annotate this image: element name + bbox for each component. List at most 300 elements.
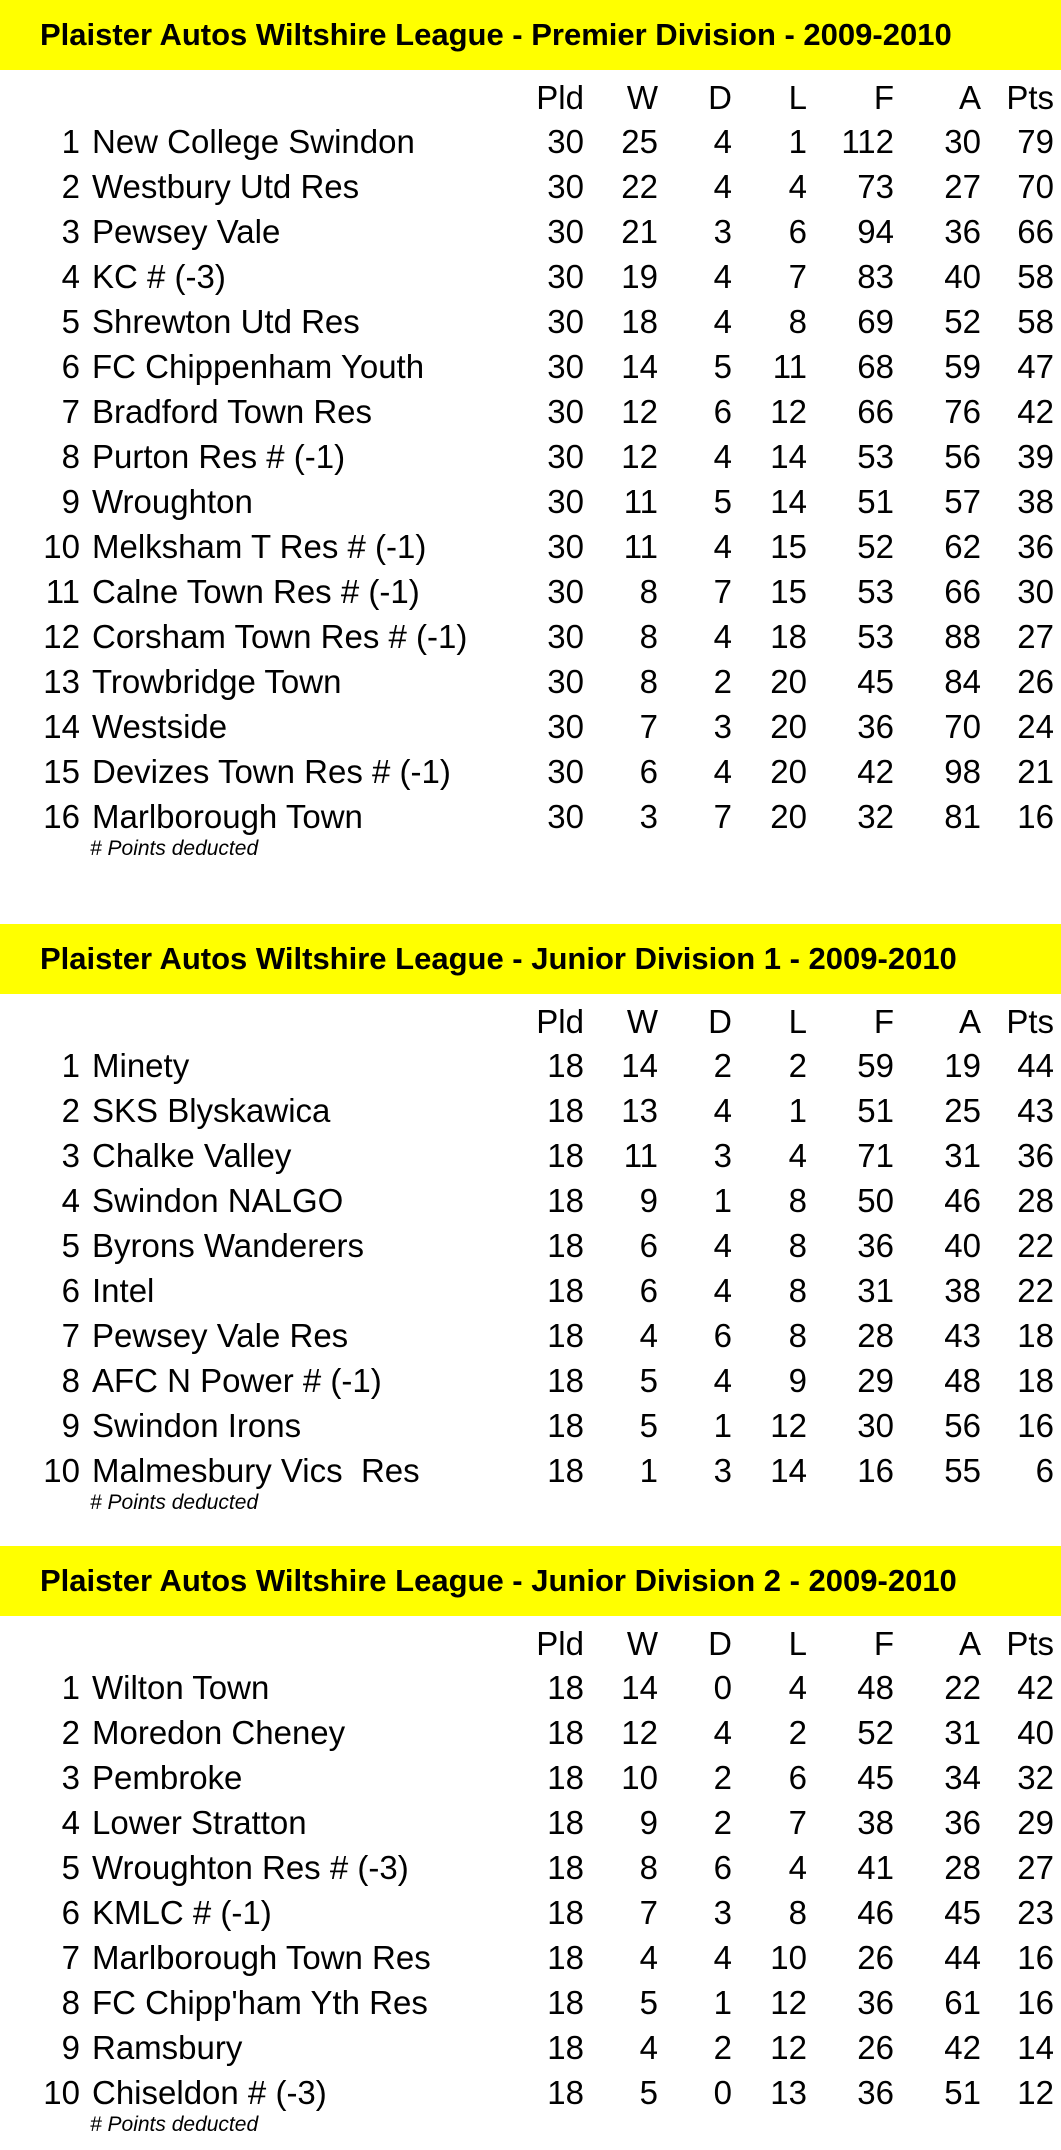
- drawn-cell: 1: [713, 1182, 732, 1219]
- played-cell: 18: [547, 1849, 584, 1886]
- lost-cell: 1: [788, 1092, 807, 1129]
- goals-against-cell: 27: [944, 168, 981, 205]
- lost-cell: 4: [788, 1849, 807, 1886]
- lost-cell: 6: [788, 213, 807, 250]
- drawn-cell: 3: [713, 1894, 732, 1931]
- column-header-lost: L: [788, 79, 807, 116]
- goals-against-cell: 19: [944, 1047, 981, 1084]
- column-header-played: Pld: [536, 1625, 584, 1662]
- team-name-cell: Shrewton Utd Res: [92, 303, 360, 340]
- drawn-cell: 4: [713, 438, 732, 475]
- goals-against-cell: 44: [944, 1939, 981, 1976]
- played-cell: 18: [547, 1137, 584, 1174]
- position-cell: 7: [61, 1939, 80, 1976]
- points-cell: 58: [1017, 258, 1054, 295]
- position-cell: 12: [43, 618, 80, 655]
- drawn-cell: 3: [713, 213, 732, 250]
- position-cell: 8: [61, 1362, 80, 1399]
- lost-cell: 4: [788, 1669, 807, 1706]
- played-cell: 18: [547, 1362, 584, 1399]
- team-name-cell: Malmesbury Vics Res: [92, 1452, 420, 1489]
- lost-cell: 8: [788, 303, 807, 340]
- team-name-cell: Wroughton: [92, 483, 253, 520]
- team-name-cell: Marlborough Town: [92, 798, 363, 835]
- points-cell: 22: [1017, 1272, 1054, 1309]
- column-header-points: Pts: [1006, 1003, 1054, 1040]
- goals-for-cell: 52: [857, 528, 894, 565]
- team-name-cell: SKS Blyskawica: [92, 1092, 331, 1129]
- goals-for-cell: 26: [857, 1939, 894, 1976]
- drawn-cell: 4: [713, 168, 732, 205]
- position-cell: 10: [43, 528, 80, 565]
- won-cell: 21: [621, 213, 658, 250]
- played-cell: 18: [547, 2074, 584, 2111]
- points-cell: 28: [1017, 1182, 1054, 1219]
- table-row: [0, 210, 1061, 254]
- lost-cell: 12: [770, 1407, 807, 1444]
- played-cell: 30: [547, 168, 584, 205]
- position-cell: 3: [61, 213, 80, 250]
- division-banner: [0, 924, 1061, 994]
- goals-for-cell: 51: [857, 483, 894, 520]
- drawn-cell: 1: [713, 1407, 732, 1444]
- goals-for-cell: 59: [857, 1047, 894, 1084]
- position-cell: 15: [43, 753, 80, 790]
- lost-cell: 20: [770, 798, 807, 835]
- played-cell: 30: [547, 483, 584, 520]
- played-cell: 30: [547, 753, 584, 790]
- drawn-cell: 6: [713, 393, 732, 430]
- team-name-cell: Swindon Irons: [92, 1407, 302, 1444]
- goals-for-cell: 36: [857, 1984, 894, 2021]
- goals-against-cell: 62: [944, 528, 981, 565]
- team-name-cell: Corsham Town Res # (-1): [92, 618, 468, 655]
- team-name-cell: KC # (-3): [92, 258, 226, 295]
- position-cell: 4: [61, 1804, 80, 1841]
- goals-for-cell: 46: [857, 1894, 894, 1931]
- lost-cell: 20: [770, 663, 807, 700]
- won-cell: 4: [639, 2029, 658, 2066]
- goals-for-cell: 16: [857, 1452, 894, 1489]
- won-cell: 25: [621, 123, 658, 160]
- position-cell: 7: [61, 1317, 80, 1354]
- points-cell: 22: [1017, 1227, 1054, 1264]
- division-table: [0, 0, 1061, 874]
- division-table: [0, 1546, 1061, 2150]
- column-header-points: Pts: [1006, 1625, 1054, 1662]
- table-row: [0, 750, 1061, 794]
- goals-against-cell: 38: [944, 1272, 981, 1309]
- points-cell: 42: [1017, 393, 1054, 430]
- table-row: [0, 1449, 1061, 1493]
- played-cell: 30: [547, 618, 584, 655]
- table-row: [0, 435, 1061, 479]
- drawn-cell: 4: [713, 1714, 732, 1751]
- team-name-cell: FC Chippenham Youth: [92, 348, 425, 385]
- goals-for-cell: 94: [857, 213, 894, 250]
- goals-for-cell: 66: [857, 393, 894, 430]
- goals-against-cell: 46: [944, 1182, 981, 1219]
- drawn-cell: 4: [713, 753, 732, 790]
- drawn-cell: 0: [713, 2074, 732, 2111]
- won-cell: 14: [621, 1047, 658, 1084]
- division-banner: [0, 0, 1061, 70]
- column-header-goals-against: A: [958, 79, 981, 116]
- table-row: [0, 1756, 1061, 1800]
- column-header-points: Pts: [1006, 79, 1054, 116]
- points-cell: 32: [1017, 1759, 1054, 1796]
- goals-against-cell: 52: [944, 303, 981, 340]
- points-cell: 27: [1017, 618, 1054, 655]
- played-cell: 18: [547, 1182, 584, 1219]
- column-header-won: W: [626, 79, 658, 116]
- team-name-cell: Trowbridge Town: [92, 663, 342, 700]
- team-name-cell: Wroughton Res # (-3): [92, 1849, 409, 1886]
- played-cell: 18: [547, 1894, 584, 1931]
- points-cell: 16: [1017, 1939, 1054, 1976]
- column-header-played: Pld: [536, 1003, 584, 1040]
- points-cell: 40: [1017, 1714, 1054, 1751]
- drawn-cell: 1: [713, 1984, 732, 2021]
- position-cell: 2: [61, 1092, 80, 1129]
- played-cell: 18: [547, 1984, 584, 2021]
- lost-cell: 8: [788, 1894, 807, 1931]
- points-cell: 38: [1017, 483, 1054, 520]
- goals-for-cell: 51: [857, 1092, 894, 1129]
- goals-against-cell: 76: [944, 393, 981, 430]
- table-row: [0, 1269, 1061, 1313]
- table-row: [0, 1846, 1061, 1890]
- position-cell: 9: [61, 1407, 80, 1444]
- drawn-cell: 4: [713, 1092, 732, 1129]
- table-row: [0, 1044, 1061, 1088]
- played-cell: 30: [547, 798, 584, 835]
- column-header-won: W: [626, 1625, 658, 1662]
- division-table: [0, 924, 1061, 1528]
- goals-for-cell: 36: [857, 1227, 894, 1264]
- lost-cell: 6: [788, 1759, 807, 1796]
- table-row: [0, 480, 1061, 524]
- division-title: Plaister Autos Wiltshire League - Junior Division 2 - 2009-2010: [40, 1563, 957, 1598]
- points-cell: 39: [1017, 438, 1054, 475]
- table-row: [0, 2026, 1061, 2070]
- table-row: [0, 1981, 1061, 2025]
- points-cell: 16: [1017, 1984, 1054, 2021]
- drawn-cell: 3: [713, 1137, 732, 1174]
- column-header-lost: L: [788, 1003, 807, 1040]
- drawn-cell: 2: [713, 663, 732, 700]
- team-name-cell: Devizes Town Res # (-1): [92, 753, 451, 790]
- lost-cell: 8: [788, 1272, 807, 1309]
- table-row: [0, 1666, 1061, 1710]
- won-cell: 4: [639, 1939, 658, 1976]
- lost-cell: 10: [770, 1939, 807, 1976]
- drawn-cell: 2: [713, 1804, 732, 1841]
- won-cell: 8: [639, 1849, 658, 1886]
- drawn-cell: 4: [713, 1272, 732, 1309]
- drawn-cell: 4: [713, 1227, 732, 1264]
- played-cell: 30: [547, 573, 584, 610]
- position-cell: 6: [61, 1272, 80, 1309]
- table-row: [0, 300, 1061, 344]
- won-cell: 14: [621, 348, 658, 385]
- goals-against-cell: 84: [944, 663, 981, 700]
- drawn-cell: 4: [713, 123, 732, 160]
- position-cell: 1: [61, 123, 80, 160]
- points-cell: 66: [1017, 213, 1054, 250]
- team-name-cell: Westbury Utd Res: [92, 168, 360, 205]
- drawn-cell: 3: [713, 1452, 732, 1489]
- position-cell: 2: [61, 168, 80, 205]
- table-row: [0, 1089, 1061, 1133]
- won-cell: 12: [621, 393, 658, 430]
- drawn-cell: 7: [713, 798, 732, 835]
- column-header-drawn: D: [708, 79, 732, 116]
- position-cell: 4: [61, 258, 80, 295]
- column-header-goals-for: F: [873, 1625, 894, 1662]
- goals-for-cell: 38: [857, 1804, 894, 1841]
- column-header-drawn: D: [708, 1003, 732, 1040]
- position-cell: 3: [61, 1759, 80, 1796]
- column-header-goals-against: A: [958, 1625, 981, 1662]
- goals-for-cell: 26: [857, 2029, 894, 2066]
- goals-against-cell: 40: [944, 258, 981, 295]
- won-cell: 14: [621, 1669, 658, 1706]
- table-row: [0, 2071, 1061, 2115]
- played-cell: 30: [547, 348, 584, 385]
- points-deducted-note: # Points deducted: [90, 2113, 259, 2136]
- column-header-row: [0, 76, 1061, 120]
- played-cell: 30: [547, 528, 584, 565]
- goals-against-cell: 56: [944, 1407, 981, 1444]
- points-cell: 18: [1017, 1317, 1054, 1354]
- goals-for-cell: 68: [857, 348, 894, 385]
- won-cell: 7: [639, 708, 658, 745]
- points-cell: 47: [1017, 348, 1054, 385]
- goals-against-cell: 51: [944, 2074, 981, 2111]
- goals-against-cell: 36: [944, 213, 981, 250]
- lost-cell: 12: [770, 393, 807, 430]
- team-name-cell: FC Chipp'ham Yth Res: [92, 1984, 428, 2021]
- position-cell: 8: [61, 1984, 80, 2021]
- goals-against-cell: 61: [944, 1984, 981, 2021]
- played-cell: 18: [547, 1714, 584, 1751]
- team-name-cell: Byrons Wanderers: [92, 1227, 365, 1264]
- drawn-cell: 5: [713, 348, 732, 385]
- team-name-cell: AFC N Power # (-1): [92, 1362, 382, 1399]
- drawn-cell: 6: [713, 1849, 732, 1886]
- goals-for-cell: 50: [857, 1182, 894, 1219]
- team-name-cell: Wilton Town: [92, 1669, 270, 1706]
- goals-for-cell: 28: [857, 1317, 894, 1354]
- won-cell: 9: [639, 1182, 658, 1219]
- position-cell: 10: [43, 1452, 80, 1489]
- team-name-cell: Swindon NALGO: [92, 1182, 344, 1219]
- points-cell: 14: [1017, 2029, 1054, 2066]
- table-row: [0, 615, 1061, 659]
- goals-for-cell: 53: [857, 438, 894, 475]
- position-cell: 7: [61, 393, 80, 430]
- goals-for-cell: 42: [857, 753, 894, 790]
- played-cell: 18: [547, 1227, 584, 1264]
- team-name-cell: Purton Res # (-1): [92, 438, 346, 475]
- goals-against-cell: 30: [944, 123, 981, 160]
- goals-for-cell: 36: [857, 708, 894, 745]
- goals-for-cell: 71: [857, 1137, 894, 1174]
- table-row: [0, 255, 1061, 299]
- lost-cell: 9: [788, 1362, 807, 1399]
- lost-cell: 15: [770, 573, 807, 610]
- played-cell: 30: [547, 438, 584, 475]
- table-row: [0, 1314, 1061, 1358]
- lost-cell: 12: [770, 1984, 807, 2021]
- played-cell: 18: [547, 1092, 584, 1129]
- drawn-cell: 4: [713, 303, 732, 340]
- goals-against-cell: 70: [944, 708, 981, 745]
- lost-cell: 8: [788, 1182, 807, 1219]
- won-cell: 12: [621, 438, 658, 475]
- goals-against-cell: 48: [944, 1362, 981, 1399]
- position-cell: 10: [43, 2074, 80, 2111]
- goals-against-cell: 36: [944, 1804, 981, 1841]
- column-header-drawn: D: [708, 1625, 732, 1662]
- lost-cell: 12: [770, 2029, 807, 2066]
- points-cell: 29: [1017, 1804, 1054, 1841]
- won-cell: 8: [639, 618, 658, 655]
- goals-for-cell: 48: [857, 1669, 894, 1706]
- column-header-goals-for: F: [873, 79, 894, 116]
- played-cell: 18: [547, 1272, 584, 1309]
- played-cell: 18: [547, 1317, 584, 1354]
- table-row: [0, 795, 1061, 839]
- points-cell: 30: [1017, 573, 1054, 610]
- goals-for-cell: 45: [857, 1759, 894, 1796]
- goals-for-cell: 45: [857, 663, 894, 700]
- goals-against-cell: 57: [944, 483, 981, 520]
- table-row: [0, 1359, 1061, 1403]
- position-cell: 9: [61, 483, 80, 520]
- points-cell: 58: [1017, 303, 1054, 340]
- goals-against-cell: 42: [944, 2029, 981, 2066]
- points-cell: 26: [1017, 663, 1054, 700]
- points-cell: 23: [1017, 1894, 1054, 1931]
- position-cell: 5: [61, 303, 80, 340]
- position-cell: 2: [61, 1714, 80, 1751]
- position-cell: 4: [61, 1182, 80, 1219]
- table-row: [0, 660, 1061, 704]
- points-cell: 70: [1017, 168, 1054, 205]
- won-cell: 6: [639, 1227, 658, 1264]
- goals-against-cell: 81: [944, 798, 981, 835]
- drawn-cell: 4: [713, 1362, 732, 1399]
- table-row: [0, 1224, 1061, 1268]
- won-cell: 5: [639, 2074, 658, 2111]
- column-header-won: W: [626, 1003, 658, 1040]
- position-cell: 16: [43, 798, 80, 835]
- won-cell: 11: [623, 1137, 658, 1174]
- goals-against-cell: 66: [944, 573, 981, 610]
- played-cell: 18: [547, 1407, 584, 1444]
- lost-cell: 11: [772, 348, 807, 385]
- team-name-cell: Pembroke: [92, 1759, 243, 1796]
- played-cell: 18: [547, 1939, 584, 1976]
- team-name-cell: Lower Stratton: [92, 1804, 307, 1841]
- goals-against-cell: 45: [944, 1894, 981, 1931]
- won-cell: 6: [639, 1272, 658, 1309]
- table-row: [0, 1711, 1061, 1755]
- column-header-row: [0, 1622, 1061, 1666]
- table-row: [0, 705, 1061, 749]
- division-title: Plaister Autos Wiltshire League - Junior Division 1 - 2009-2010: [40, 941, 957, 976]
- won-cell: 9: [639, 1804, 658, 1841]
- table-row: [0, 165, 1061, 209]
- table-row: [0, 1404, 1061, 1448]
- table-row: [0, 120, 1061, 164]
- points-cell: 44: [1017, 1047, 1054, 1084]
- goals-for-cell: 29: [857, 1362, 894, 1399]
- drawn-cell: 4: [713, 528, 732, 565]
- goals-against-cell: 98: [944, 753, 981, 790]
- team-name-cell: KMLC # (-1): [92, 1894, 272, 1931]
- goals-against-cell: 28: [944, 1849, 981, 1886]
- drawn-cell: 7: [713, 573, 732, 610]
- goals-for-cell: 53: [857, 573, 894, 610]
- table-row: [0, 1891, 1061, 1935]
- lost-cell: 8: [788, 1227, 807, 1264]
- points-cell: 12: [1017, 2074, 1054, 2111]
- drawn-cell: 6: [713, 1317, 732, 1354]
- column-header-row: [0, 1000, 1061, 1044]
- won-cell: 11: [623, 483, 658, 520]
- drawn-cell: 4: [713, 1939, 732, 1976]
- drawn-cell: 2: [713, 1047, 732, 1084]
- goals-for-cell: 52: [857, 1714, 894, 1751]
- played-cell: 18: [547, 1759, 584, 1796]
- won-cell: 18: [621, 303, 658, 340]
- played-cell: 18: [547, 1047, 584, 1084]
- goals-for-cell: 30: [857, 1407, 894, 1444]
- lost-cell: 2: [788, 1714, 807, 1751]
- position-cell: 1: [61, 1047, 80, 1084]
- goals-for-cell: 32: [857, 798, 894, 835]
- goals-against-cell: 22: [944, 1669, 981, 1706]
- lost-cell: 7: [788, 258, 807, 295]
- goals-for-cell: 31: [857, 1272, 894, 1309]
- lost-cell: 14: [770, 1452, 807, 1489]
- goals-against-cell: 31: [944, 1714, 981, 1751]
- lost-cell: 1: [788, 123, 807, 160]
- goals-against-cell: 25: [944, 1092, 981, 1129]
- points-cell: 6: [1035, 1452, 1054, 1489]
- lost-cell: 18: [770, 618, 807, 655]
- goals-for-cell: 73: [857, 168, 894, 205]
- goals-against-cell: 31: [944, 1137, 981, 1174]
- goals-against-cell: 59: [944, 348, 981, 385]
- team-name-cell: Chiseldon # (-3): [92, 2074, 327, 2111]
- position-cell: 9: [61, 2029, 80, 2066]
- position-cell: 3: [61, 1137, 80, 1174]
- points-cell: 42: [1017, 1669, 1054, 1706]
- team-name-cell: Westside: [92, 708, 228, 745]
- team-name-cell: Ramsbury: [92, 2029, 243, 2066]
- drawn-cell: 3: [713, 708, 732, 745]
- column-header-goals-for: F: [873, 1003, 894, 1040]
- lost-cell: 4: [788, 1137, 807, 1174]
- team-name-cell: Bradford Town Res: [92, 393, 373, 430]
- points-cell: 27: [1017, 1849, 1054, 1886]
- lost-cell: 20: [770, 708, 807, 745]
- team-name-cell: New College Swindon: [92, 123, 415, 160]
